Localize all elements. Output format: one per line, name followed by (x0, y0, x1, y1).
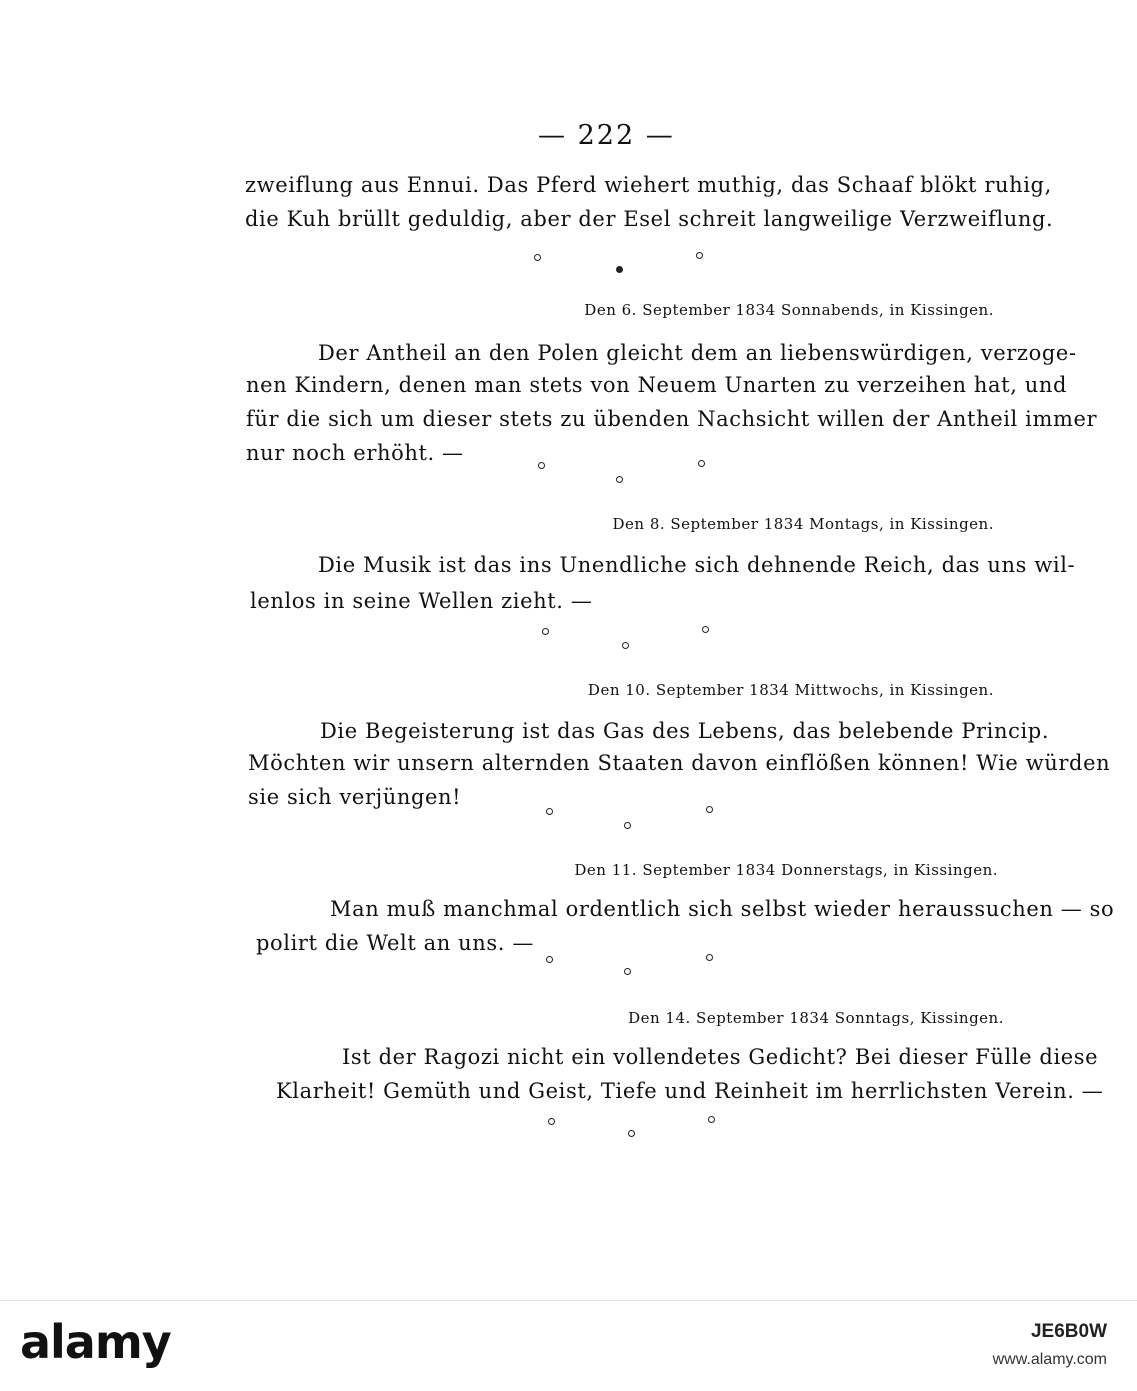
text-line: Die Begeisterung ist das Gas des Lebens, das belebende Princip. (320, 719, 1050, 743)
entry-dateline: Den 11. September 1834 Donnerstags, in Kissingen. (574, 861, 998, 879)
text-line: Man muß manchmal ordentlich sich selbst wieder heraussuchen — so (330, 897, 1115, 921)
entry-dateline: Den 6. September 1834 Sonnabends, in Kissingen. (584, 301, 994, 319)
text-line: Klarheit! Gemüth und Geist, Tiefe und Reinheit im herrlichsten Verein. — (276, 1079, 1104, 1103)
image-id: JE6B0W (1030, 1321, 1107, 1342)
text-line: Die Musik ist das ins Unendliche sich dehnende Reich, das uns wil- (318, 553, 1076, 577)
text-line: für die sich um dieser stets zu übenden Nachsicht willen der Antheil immer (246, 407, 1098, 431)
section-separator (546, 1116, 726, 1138)
text-line: polirt die Welt an uns. — (256, 931, 534, 955)
watermark-footer (0, 1300, 1137, 1391)
text-line: Der Antheil an den Polen gleicht dem an liebenswürdigen, verzoge- (318, 341, 1077, 365)
text-line: die Kuh brüllt geduldig, aber der Esel schreit langweilige Verzweiflung. (245, 207, 1054, 231)
text-line: sie sich verjüngen! (248, 785, 462, 809)
entry-dateline: Den 10. September 1834 Mittwochs, in Kissingen. (587, 681, 994, 699)
text-line: zweiflung aus Ennui. Das Pferd wiehert muthig, das Schaaf blökt ruhig, (245, 173, 1052, 197)
section-separator (544, 952, 724, 974)
section-separator (536, 460, 716, 482)
alamy-logo: alamy (20, 1315, 171, 1369)
text-line: lenlos in seine Wellen zieht. — (250, 589, 593, 613)
page-number: — 222 — (538, 120, 675, 151)
text-line: nen Kindern, denen man stets von Neuem Unarten zu verzeihen hat, und (246, 373, 1068, 397)
site-url: www.alamy.com (992, 1351, 1107, 1368)
text-line: nur noch erhöht. — (246, 441, 464, 465)
entry-dateline: Den 14. September 1834 Sonntags, Kissingen. (628, 1009, 1004, 1027)
section-separator (530, 252, 710, 274)
section-separator (540, 624, 720, 646)
text-line: Ist der Ragozi nicht ein vollendetes Gedicht? Bei dieser Fülle diese (342, 1045, 1099, 1069)
entry-dateline: Den 8. September 1834 Montags, in Kissingen. (612, 515, 994, 533)
text-line: Möchten wir unsern alternden Staaten davon einflößen können! Wie würden (248, 751, 1111, 775)
section-separator (544, 804, 724, 826)
